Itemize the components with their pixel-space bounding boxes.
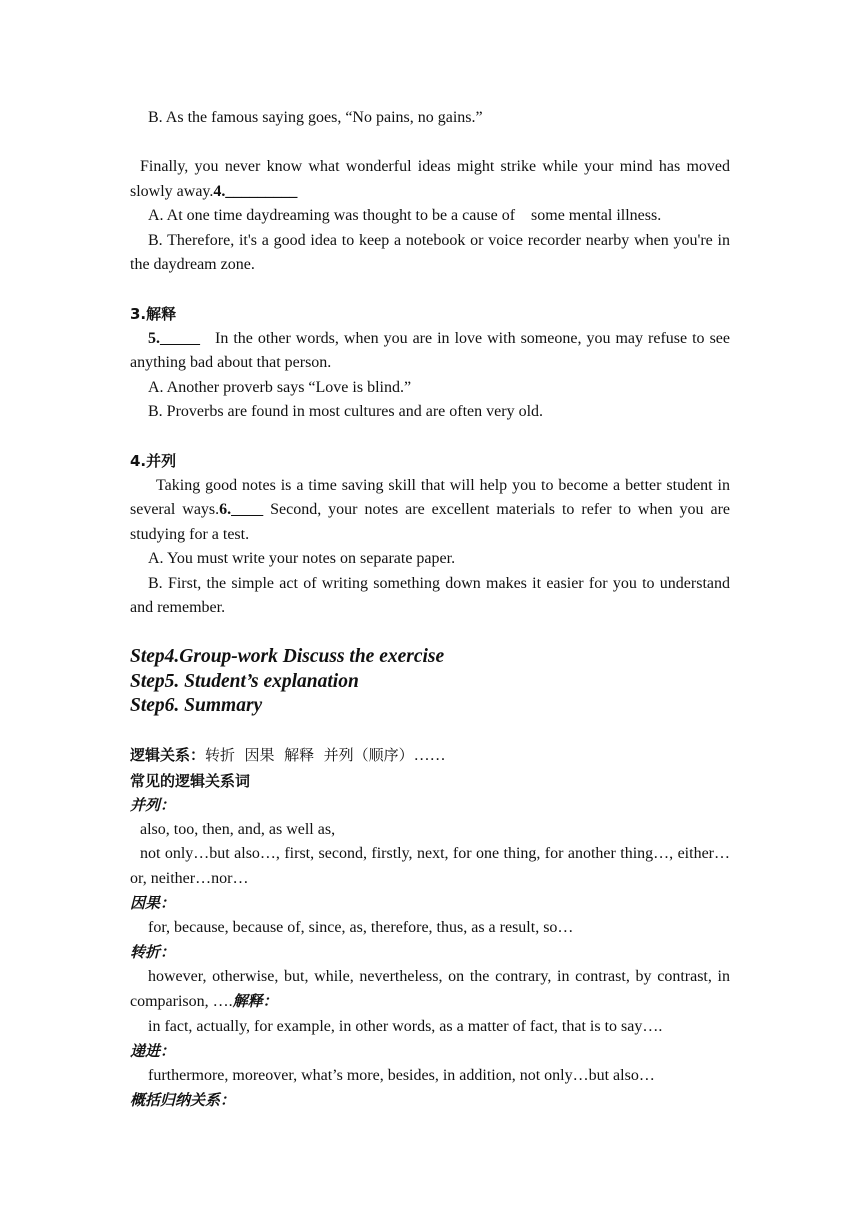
explain-label: 解释： bbox=[232, 992, 278, 1010]
cause-words: for, because, because of, since, as, therefore, thus, as a result, so… bbox=[148, 918, 574, 936]
explain-words: in fact, actually, for example, in other words, as a matter of fact, that is to say…. bbox=[148, 1017, 663, 1035]
q4-option-b[interactable]: B. Therefore, it's a good idea to keep a notebook or voice recorder nearby when you're in the daydream zone. bbox=[130, 231, 730, 273]
step5-heading: Step5. Student’s explanation bbox=[130, 670, 359, 692]
contrast-words-text: however, otherwise, but, while, nevertheless, on the contrary, in contrast, by contrast, in comparison, …. bbox=[130, 967, 730, 1010]
spacer bbox=[130, 719, 730, 744]
q6-option-b[interactable]: B. First, the simple act of writing something down makes it easier for you to understand and remember. bbox=[130, 574, 730, 616]
q4-option-a[interactable]: A. At one time daydreaming was thought to be a cause of some mental illness. bbox=[148, 207, 662, 224]
q6-number: 6. bbox=[219, 501, 232, 518]
parallel-words-2: not only…but also…, first, second, firstly, next, for one thing, for another thing…, either…or, neither…nor… bbox=[130, 845, 730, 887]
logic-tail: …… bbox=[413, 747, 446, 764]
q5-blank[interactable]: _____ bbox=[160, 329, 200, 347]
spacer bbox=[130, 621, 730, 646]
q5-option-a[interactable]: A. Another proverb says “Love is blind.” bbox=[148, 378, 412, 396]
worksheet-page bbox=[130, 106, 734, 1113]
q6-passage bbox=[130, 474, 730, 548]
section4-heading: 4.并列 bbox=[130, 452, 177, 470]
q6-blank[interactable]: ____ bbox=[231, 501, 264, 518]
q6-text-after: Second, your notes are excellent materials to refer to when you are studying for a test. bbox=[130, 501, 731, 543]
logic-relations-line bbox=[130, 743, 730, 769]
q4-text: Finally, you never know what wonderful ideas might strike while your mind has moved slowly away. bbox=[130, 158, 730, 200]
progress-label: 递进： bbox=[130, 1042, 176, 1060]
progress-words: furthermore, moreover, what’s more, besides, in addition, not only…but also… bbox=[148, 1066, 655, 1084]
step4-heading: Step4.Group-work Discuss the exercise bbox=[130, 646, 445, 667]
q5-number: 5. bbox=[148, 329, 160, 347]
q6-option-a[interactable]: A. You must write your notes on separate paper. bbox=[148, 550, 456, 567]
parallel-words-1: also, too, then, and, as well as, bbox=[140, 820, 336, 838]
q5-option-b[interactable]: B. Proverbs are found in most cultures and are often very old. bbox=[148, 403, 544, 420]
section3-heading: 3.解释 bbox=[130, 305, 177, 323]
spacer bbox=[130, 425, 730, 450]
cause-label: 因果： bbox=[130, 894, 176, 912]
q5-text: In the other words, when you are in love with someone, you may refuse to see anything bad about that person. bbox=[130, 329, 734, 371]
q4-number: 4. bbox=[213, 182, 226, 200]
summary-label: 概括归纳关系： bbox=[130, 1091, 236, 1109]
spacer bbox=[130, 278, 730, 303]
q4-passage bbox=[130, 155, 730, 204]
parallel-label: 并列： bbox=[130, 796, 176, 814]
q3-option-b: B. As the famous saying goes, “No pains, no gains.” bbox=[148, 109, 483, 126]
common-words-heading: 常见的逻辑关系词 bbox=[130, 771, 251, 790]
logic-label: 逻辑关系： bbox=[130, 746, 206, 764]
logic-items: 转折 因果 解释 并列（顺序） bbox=[205, 746, 414, 764]
q6-text-before: Taking good notes is a time saving skill that will help you to become a better student in several ways. bbox=[130, 476, 730, 518]
q4-blank[interactable]: _________ bbox=[225, 182, 298, 200]
contrast-label: 转折： bbox=[130, 943, 176, 961]
spacer bbox=[130, 131, 730, 156]
step6-heading: Step6. Summary bbox=[130, 695, 263, 716]
contrast-words bbox=[130, 965, 730, 1015]
q5-passage bbox=[130, 327, 734, 376]
